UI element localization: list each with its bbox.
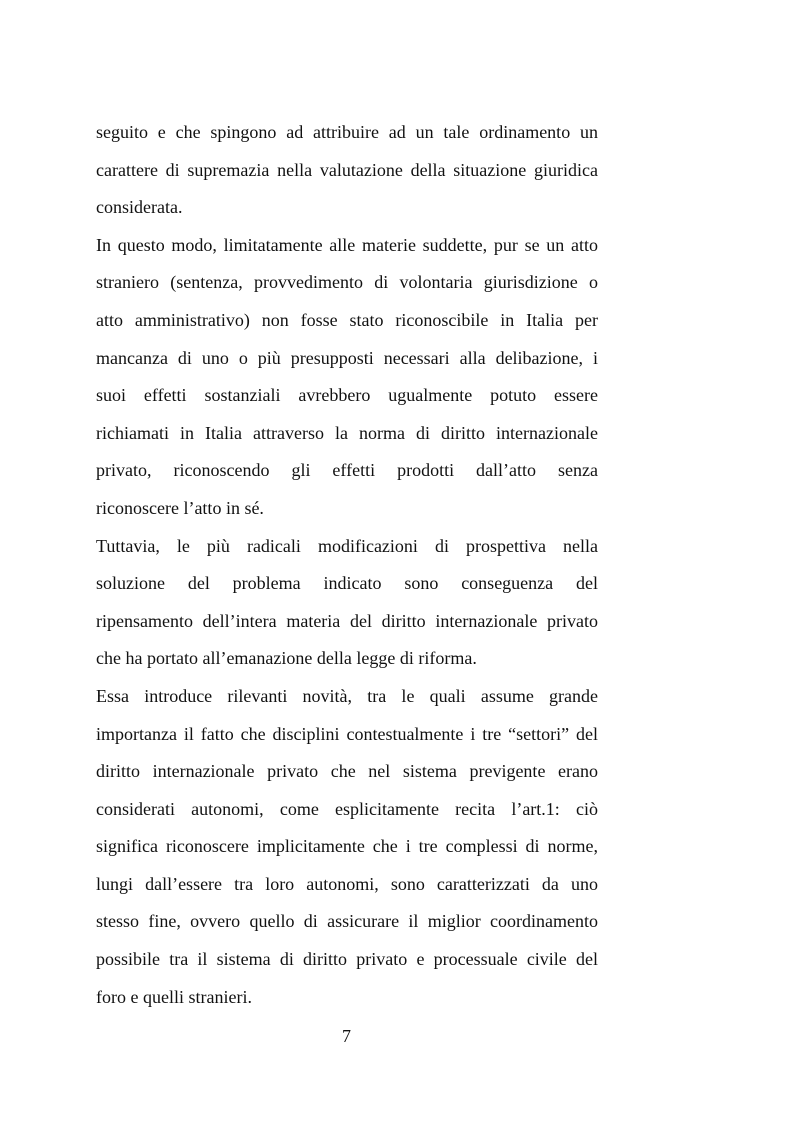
page-number-text: 7 [342,1026,351,1046]
text-line: suoi effetti sostanziali avrebbero ugualmente potuto essere [96,385,598,406]
text-line: riconoscere l’atto in sé. [96,497,264,518]
text-line: privato, riconoscendo gli effetti prodotti dall’atto senza [96,460,598,481]
text-line: considerata. [96,197,183,218]
text-line: Tuttavia, le più radicali modificazioni di prospettiva nella [96,535,598,556]
text-line: diritto internazionale privato che nel sistema previgente erano [96,761,598,782]
text-line: atto amministrativo) non fosse stato riconoscibile in Italia per [96,309,598,330]
text-line: mancanza di uno o più presupposti necessari alla delibazione, i [96,347,598,368]
text-line: che ha portato all’emanazione della legge di riforma. [96,648,477,669]
text-line: foro e quelli stranieri. [96,986,252,1007]
text-line: lungi dall’essere tra loro autonomi, sono caratterizzati da uno [96,873,598,894]
text-line: significa riconoscere implicitamente che i tre complessi di norme, [96,836,598,857]
text-line: considerati autonomi, come esplicitamente recita l’art.1: ciò [96,798,598,819]
text-line: ripensamento dell’intera materia del diritto internazionale privato [96,610,598,631]
text-line: richiamati in Italia attraverso la norma di diritto internazionale [96,422,598,443]
text-line: soluzione del problema indicato sono conseguenza del [96,573,598,594]
body-text [96,114,598,1016]
text-line: carattere di supremazia nella valutazione della situazione giuridica [96,159,598,180]
text-line: straniero (sentenza, provvedimento di volontaria giurisdizione o [96,272,598,293]
text-line: seguito e che spingono ad attribuire ad un tale ordinamento un [96,122,598,142]
page-number [0,1024,793,1048]
text-line: Essa introduce rilevanti novità, tra le quali assume grande [96,685,598,706]
text-line: possibile tra il sistema di diritto privato e processuale civile del [96,949,598,970]
text-line: importanza il fatto che disciplini contestualmente i tre “settori” del [96,723,598,744]
text-line: In questo modo, limitatamente alle materie suddette, pur se un atto [96,234,598,255]
text-line: stesso fine, ovvero quello di assicurare il miglior coordinamento [96,911,598,932]
